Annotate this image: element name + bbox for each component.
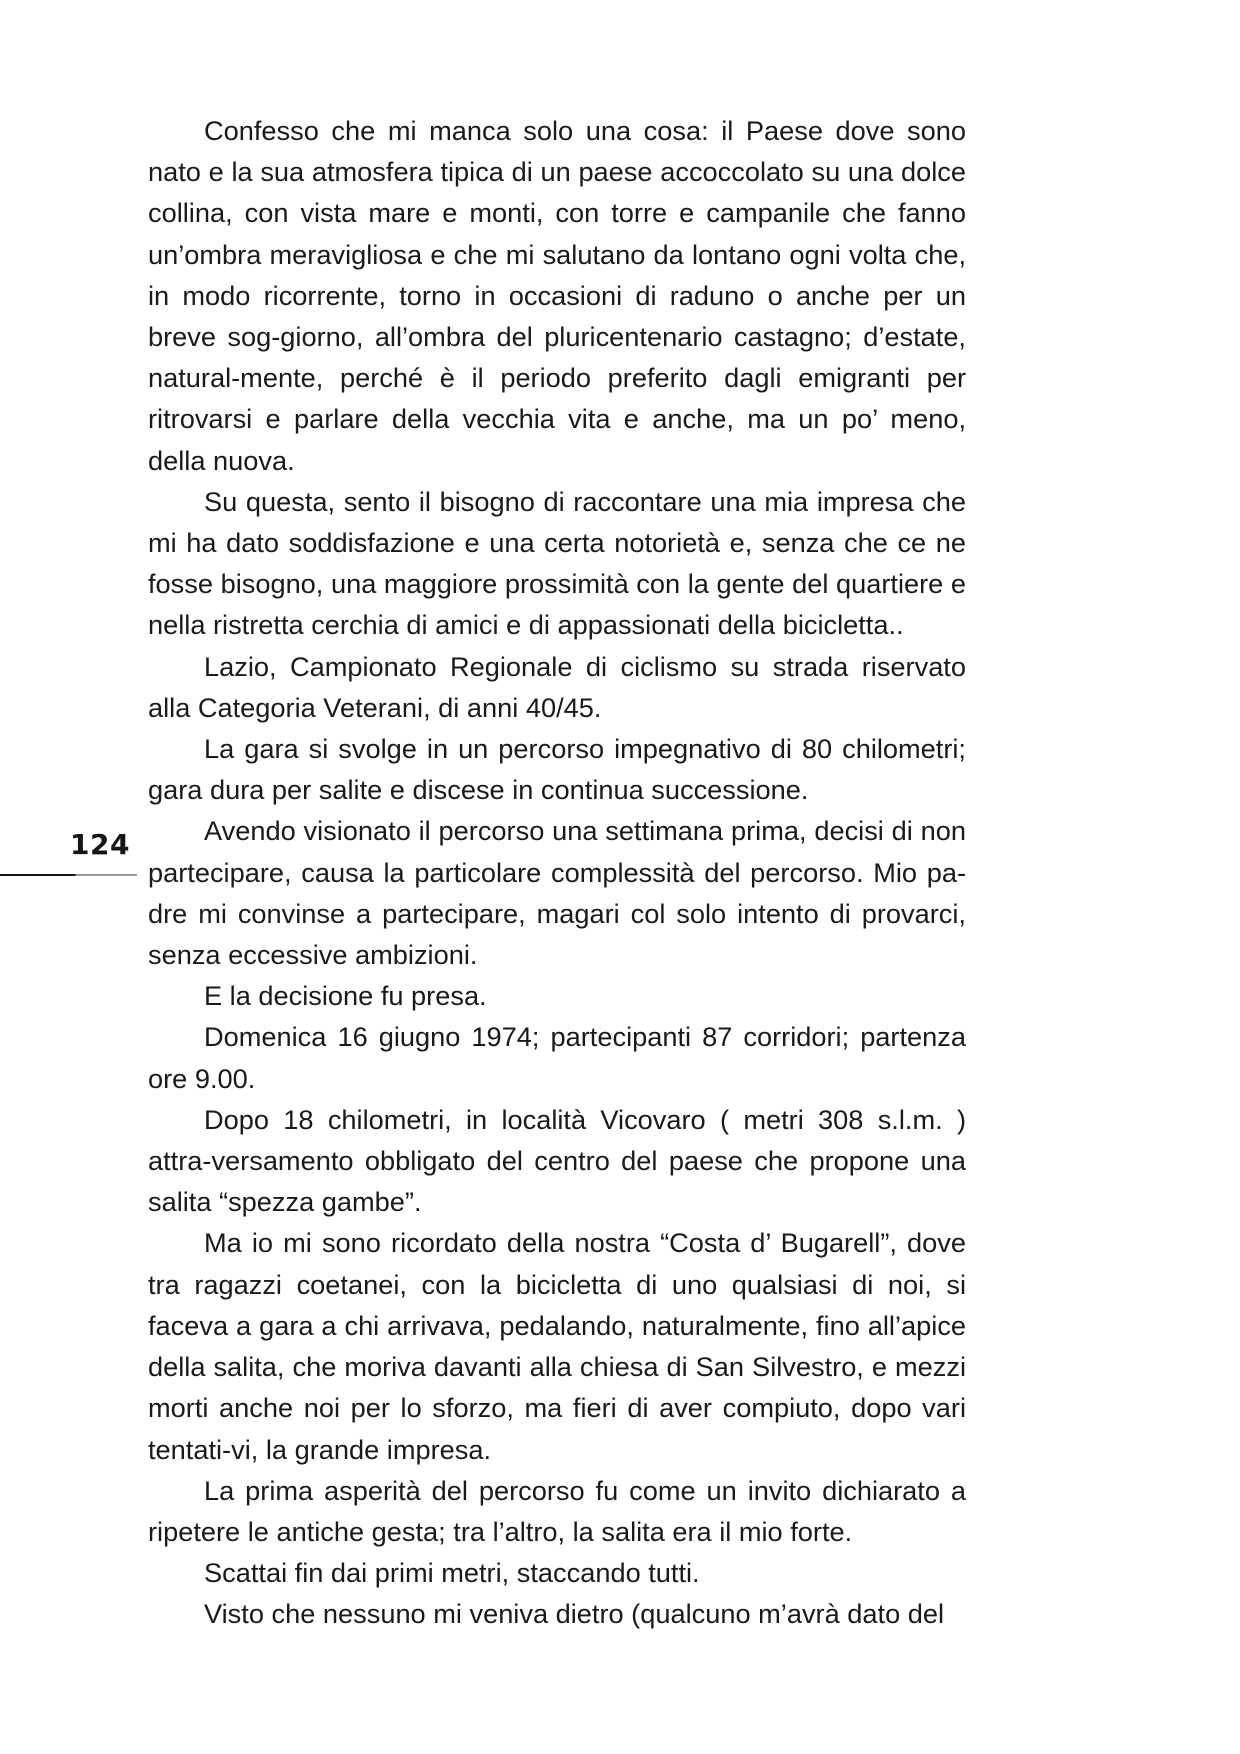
paragraph: Visto che nessuno mi veniva dietro (qualcuno m’avrà dato del	[204, 1598, 945, 1630]
paragraph: Su questa, sento il bisogno di raccontare una mia impresa che mi ha dato soddisfazione e una certa notorietà e, senza che ce ne fosse bisogno, una maggiore prossimità con la gente del quartiere e nella ristretta cerchia di amici e di appassionati della bicicletta..	[148, 485, 966, 641]
paragraph: La gara si svolge in un percorso impegnativo di 80 chilometri; gara dura per salite e discese in continua successione.	[148, 733, 966, 806]
page-number: 124	[70, 828, 130, 861]
paragraph: Avendo visionato il percorso una settimana prima, decisi di non partecipare, causa la particolare complessità del percorso. Mio pa-dre mi convinse a partecipare, magari col solo intento di provarci, senza eccessive ambizioni.	[148, 815, 966, 971]
paragraph: E la decisione fu presa.	[204, 980, 487, 1012]
page-folio	[0, 826, 137, 886]
paragraph: Domenica 16 giugno 1974; partecipanti 87 corridori; partenza ore 9.00.	[148, 1021, 966, 1094]
paragraph: Dopo 18 chilometri, in località Vicovaro ( metri 308 s.l.m. ) attra-versamento obbligato del centro del paese che propone una salita “spezza gambe”.	[148, 1103, 966, 1218]
body-text-column	[148, 110, 966, 1635]
paragraph: Confesso che mi manca solo una cosa: il Paese dove sono nato e la sua atmosfera tipica di un paese accoccolato su una dolce collina, con vista mare e monti, con torre e campanile che fanno un’ombra meravigliosa e che mi salutano da lontano ogni volta che, in modo ricorrente, torno in occasioni di raduno o anche per un breve sog-giorno, all’ombra del pluricentenario castagno; d’estate, natural-mente, perché è il periodo preferito dagli emigranti per ritrovarsi e parlare della vecchia vita e anche, ma un po’ meno, della nuova.	[148, 115, 966, 476]
paragraph: La prima asperità del percorso fu come un invito dichiarato a ripetere le antiche gesta; tra l’altro, la salita era il mio forte.	[148, 1474, 966, 1547]
paragraph: Scattai fin dai primi metri, staccando tutti.	[204, 1557, 700, 1589]
paragraph: Lazio, Campionato Regionale di ciclismo su strada riservato alla Categoria Veterani, di anni 40/45.	[148, 650, 966, 723]
paragraph: Ma io mi sono ricordato della nostra “Costa d’ Bugarell”, dove tra ragazzi coetanei, con la bicicletta di uno qualsiasi di noi, si faceva a gara a chi arrivava, pedalando, naturalmente, fino all’apice della salita, che moriva davanti alla chiesa di San Silvestro, e mezzi morti anche noi per lo sforzo, ma fieri di aver compiuto, dopo vari tentati-vi, la grande impresa.	[148, 1227, 966, 1465]
folio-rule	[0, 874, 137, 876]
